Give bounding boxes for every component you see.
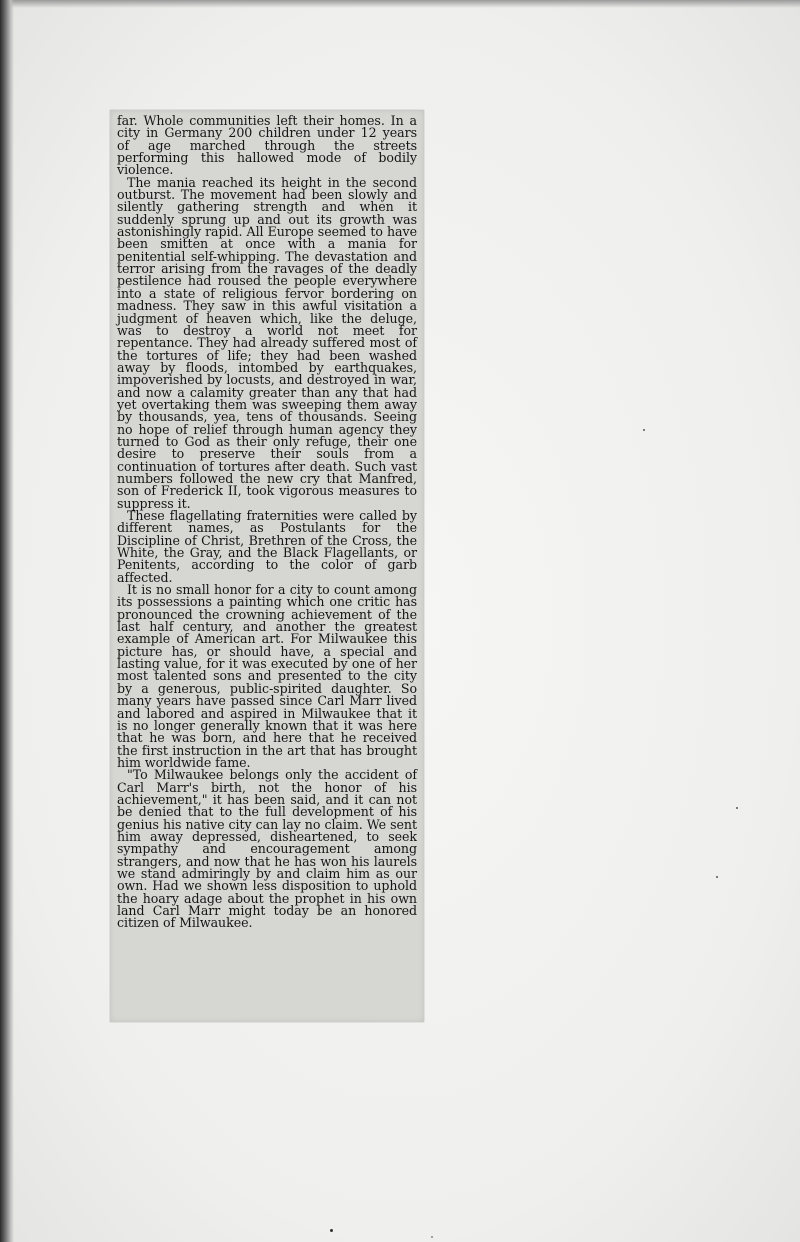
article-paragraph-3: These flagellating fraternities were called by different names, as Postulants for the Discipline of Christ, Brethren of the Cross, the White, the Gray, and the Black Flagellants, or Penitents, according to the color of garb affected. [117, 508, 417, 585]
paper-speck [736, 807, 738, 809]
paper-speck [716, 876, 718, 878]
paper-speck [330, 1229, 333, 1232]
page-top-shadow [0, 0, 800, 8]
article-paragraph-1: far. Whole communities left their homes. In a city in Germany 200 children under 12 years of age marched through the streets performing this hallowed mode of bodily violence. [117, 113, 417, 178]
paper-speck [643, 429, 645, 431]
article-paragraph-2: The mania reached its height in the second outburst. The movement had been slowly and silently gathering strength and when it suddenly sprung up and out its growth was astonishingly rapid. All Europe seemed to have been smitten at once with a mania for penitential self-whipping. The devastation and terror arising from the ravages of the deadly pestilence had roused the people everywhere into a state of religious fervor bordering on madness. They saw in this awful visitation a judgment of heaven which, like the deluge, was to destroy a world not meet for repentance. They had already suffered most of the tortures of life; they had been washed away by floods, intombed by earthquakes, impoverished by locusts, and destroyed in war, and now a calamity greater than any that had yet overtaking them was sweeping them away by thousands, yea, tens of thousands. Seeing no hope of relief through human agency they turned to God as their only refuge, their one desire to preserve their souls from a continuation of tortures after death. Such vast numbers followed the new cry that Manfred, son of Frederick II, took vigorous measures to suppress it. [117, 174, 417, 511]
article-paragraph-4: It is no small honor for a city to count among its possessions a painting which one critic has pronounced the crowning achievement of the last half century, and another the greatest example of American art. For Milwaukee this picture has, or should have, a special and lasting value, for it was executed by one of her most talented sons and presented to the city by a generous, public-spirited daughter. So many years have passed since Carl Marr lived and labored and aspired in Milwaukee that it is no longer generally known that it was here that he was born, and here that he received the first instruction in the art that has brought him worldwide fame. [117, 582, 417, 770]
article-paragraph-5: "To Milwaukee belongs only the accident of Carl Marr's birth, not the honor of his achievement," it has been said, and it can not be denied that to the full development of his genius his native city can lay no claim. We sent him away depressed, disheartened, to seek sympathy and encouragement among strangers, and now that he has won his laurels we stand admiringly by and claim him as our own. Had we shown less disposition to uphold the hoary adage about the prophet in his own land Carl Marr might today be an honored citizen of Milwaukee. [117, 767, 417, 931]
paper-speck [431, 1236, 433, 1238]
newspaper-clipping [110, 110, 424, 1022]
article-column [117, 115, 417, 930]
page-binding-edge [0, 0, 14, 1242]
